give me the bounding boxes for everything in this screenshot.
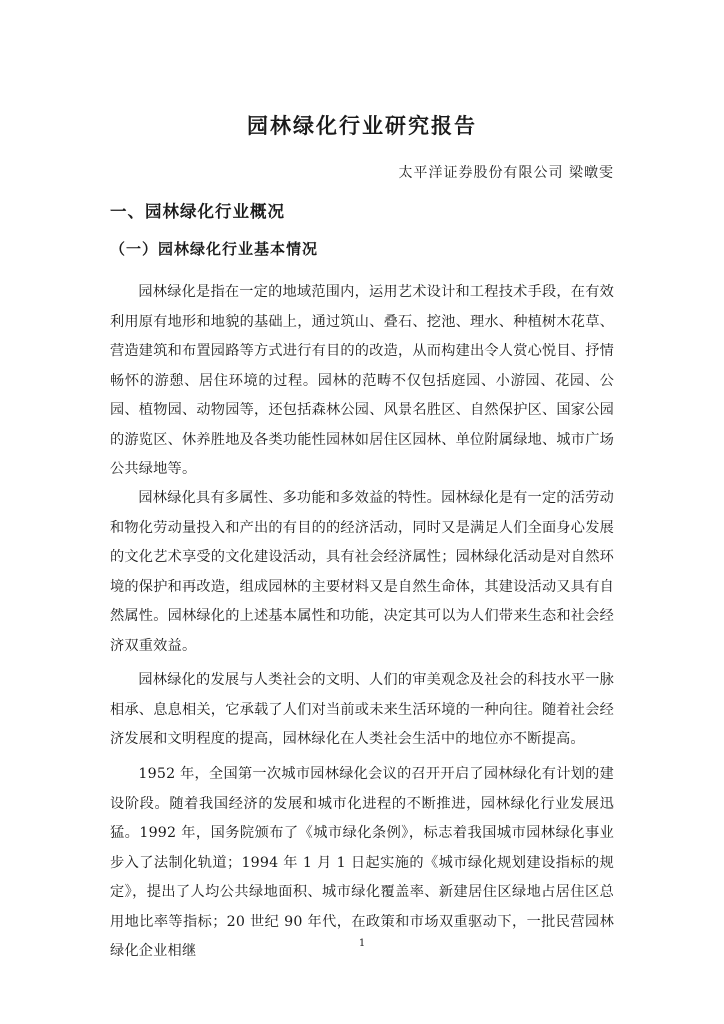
paragraph: 1952 年，全国第一次城市园林绿化会议的召开开启了园林绿化有计划的建设阶段。随着我国经济的发展和城市化进程的不断推进，园林绿化行业发展迅猛。1992 年，国务院颁布了《城市绿化条例》，标志着我国城市园林绿化事业步入了法制化轨道；1994 年 1 月 1 日起实施的《城市绿化规划建设指标的规定》，提出了人均公共绿地面积、城市绿化覆盖率、新建居住区绿地占居住区总用地比率等指标；20 世纪 90 年代，在政策和市场双重驱动下，一批民营园林绿化企业相继 — [110, 766, 614, 959]
author-line: 太平洋证券股份有限公司 梁暾雯 — [398, 165, 614, 181]
page-number: 1 — [358, 938, 366, 949]
section-heading: 一、园林绿化行业概况 — [110, 202, 285, 221]
subsection-heading: （一）园林绿化行业基本情况 — [110, 240, 319, 258]
report-title: 园林绿化行业研究报告 — [247, 113, 477, 138]
paragraph: 园林绿化是指在一定的地域范围内，运用艺术设计和工程技术手段，在有效利用原有地形和地貌的基础上，通过筑山、叠石、挖池、理水、种植树木花草、营造建筑和布置园路等方式进行有目的的改造，从而构建出令人赏心悦目、抒情畅怀的游憩、居住环境的过程。园林的范畴不仅包括庭园、小游园、花园、公园、植物园、动物园等，还包括森林公园、风景名胜区、自然保护区、国家公园的游览区、休养胜地及各类功能性园林如居住区园林、单位附属绿地、城市广场公共绿地等。 — [110, 284, 614, 477]
paragraph: 园林绿化的发展与人类社会的文明、人们的审美观念及社会的科技水平一脉相承、息息相关，它承载了人们对当前或未来生活环境的一种向往。随着社会经济发展和文明程度的提高，园林绿化在人类社会生活中的地位亦不断提高。 — [110, 672, 614, 747]
paragraph: 园林绿化具有多属性、多功能和多效益的特性。园林绿化是有一定的活劳动和物化劳动量投入和产出的有目的的经济活动，同时又是满足人们全面身心发展的文化艺术享受的文化建设活动，具有社会经济属性；园林绿化活动是对自然环境的保护和再改造，组成园林的主要材料又是自然生命体，其建设活动又具有自然属性。园林绿化的上述基本属性和功能，决定其可以为人们带来生态和社会经济双重效益。 — [110, 490, 614, 654]
